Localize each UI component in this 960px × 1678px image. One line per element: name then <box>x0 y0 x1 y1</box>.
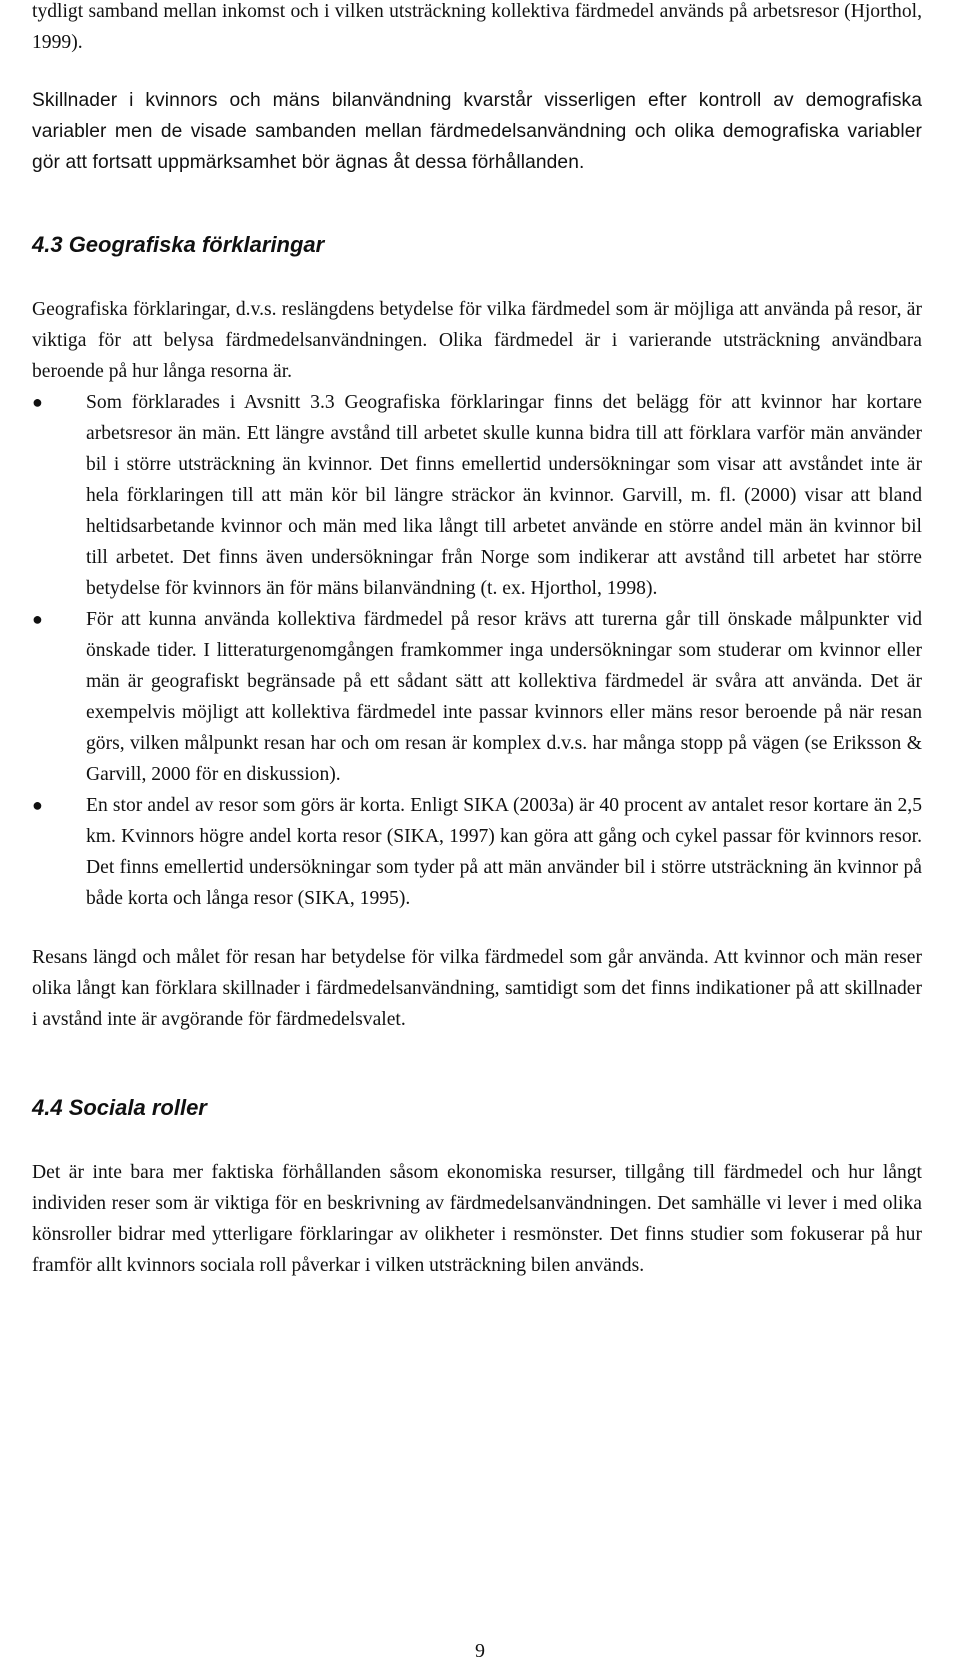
section-heading-4-3: 4.3 Geografiska förklaringar <box>32 232 325 257</box>
document-page <box>32 0 922 1281</box>
list-item <box>32 387 922 604</box>
section-4-3-intro: Geografiska förklaringar, d.v.s. reslängdens betydelse för vilka färdmedel som är möjliga att använda på resor, är viktiga för att belysa färdmedelsanvändningen. Olika färdmedel är i varierande utsträckning användbara beroende på hur långa resorna är. <box>32 299 922 382</box>
section-heading-4-4: 4.4 Sociala roller <box>32 1095 207 1120</box>
bullet-icon: ● <box>32 392 43 412</box>
bullet-icon: ● <box>32 795 43 815</box>
list-item <box>32 790 922 914</box>
page-number: 9 <box>475 1640 485 1662</box>
bullet-text: En stor andel av resor som görs är korta. Enligt SIKA (2003a) är 40 procent av antalet resor kortare än 2,5 km. Kvinnors högre andel korta resor (SIKA, 1997) kan göra att gång och cykel passar för kvinnors resor. Det finns emellertid undersökningar som tyder på att män använder bil i större utsträckning än kvinnor på både korta och långa resor (SIKA, 1995). <box>86 795 922 909</box>
demographics-paragraph: Skillnader i kvinnors och mäns bilanvändning kvarstår visserligen efter kontroll av demografiska variabler men de visade sambanden mellan färdmedelsanvändning och olika demografiska variabler gör att fortsatt uppmärksamhet bör ägnas åt dessa förhållanden. <box>32 90 922 173</box>
section-4-4-intro: Det är inte bara mer faktiska förhållanden såsom ekonomiska resurser, tillgång till färdmedel och hur långt individen reser som är viktiga för en beskrivning av färdmedelsanvändningen. Det samhälle vi lever i med olika könsroller bidrar med ytterligare förklaringar av olikheter i resmönster. Det finns studier som fokuserar på hur framför allt kvinnors sociala roll påverkar i vilken utsträckning bilen används. <box>32 1162 922 1276</box>
bullet-text: Som förklarades i Avsnitt 3.3 Geografiska förklaringar finns det belägg för att kvinnor har kortare arbetsresor än män. Ett längre avstånd till arbetet skulle kunna bidra till att förklara varför män använder bil i större utsträckning än kvinnor. Det finns emellertid undersökningar som visar att avståndet inte är hela förklaringen till att män kör bil längre sträckor än kvinnor. Garvill, m. fl. (2000) visar att bland heltidsarbetande kvinnor och män med lika långt till arbetet använde en större andel män än kvinnor bil till arbetet. Det finns även undersökningar från Norge som indikerar att avstånd till arbetet har större betydelse för kvinnors än för mäns bilanvändning (t. ex. Hjorthol, 1998). <box>86 392 922 599</box>
list-item <box>32 604 922 790</box>
geographic-bullet-list <box>32 387 922 914</box>
bullet-text: För att kunna använda kollektiva färdmedel på resor krävs att turerna går till önskade målpunkter vid önskade tider. I litteraturgenomgången framkommer inga undersökningar som studerar om kvinnor eller män är geografiskt begränsade på ett sådant sätt att kollektiva färdmedel är svåra att använda. Det är exempelvis möjligt att kollektiva färdmedel inte passar kvinnors eller mäns resor beroende på när resan görs, vilken målpunkt resan har och om resan är komplex d.v.s. har många stopp på vägen (se Eriksson & Garvill, 2000 för en diskussion). <box>86 609 922 785</box>
section-4-3-conclusion: Resans längd och målet för resan har betydelse för vilka färdmedel som går använda. Att kvinnor och män reser olika långt kan förklara skillnader i färdmedelsanvändning, samtidigt som det finns indikationer på att skillnader i avstånd inte är avgörande för färdmedelsvalet. <box>32 947 922 1030</box>
continued-paragraph: tydligt samband mellan inkomst och i vilken utsträckning kollektiva färdmedel används på arbetsresor (Hjorthol, 1999). <box>32 1 922 53</box>
bullet-icon: ● <box>32 609 43 629</box>
